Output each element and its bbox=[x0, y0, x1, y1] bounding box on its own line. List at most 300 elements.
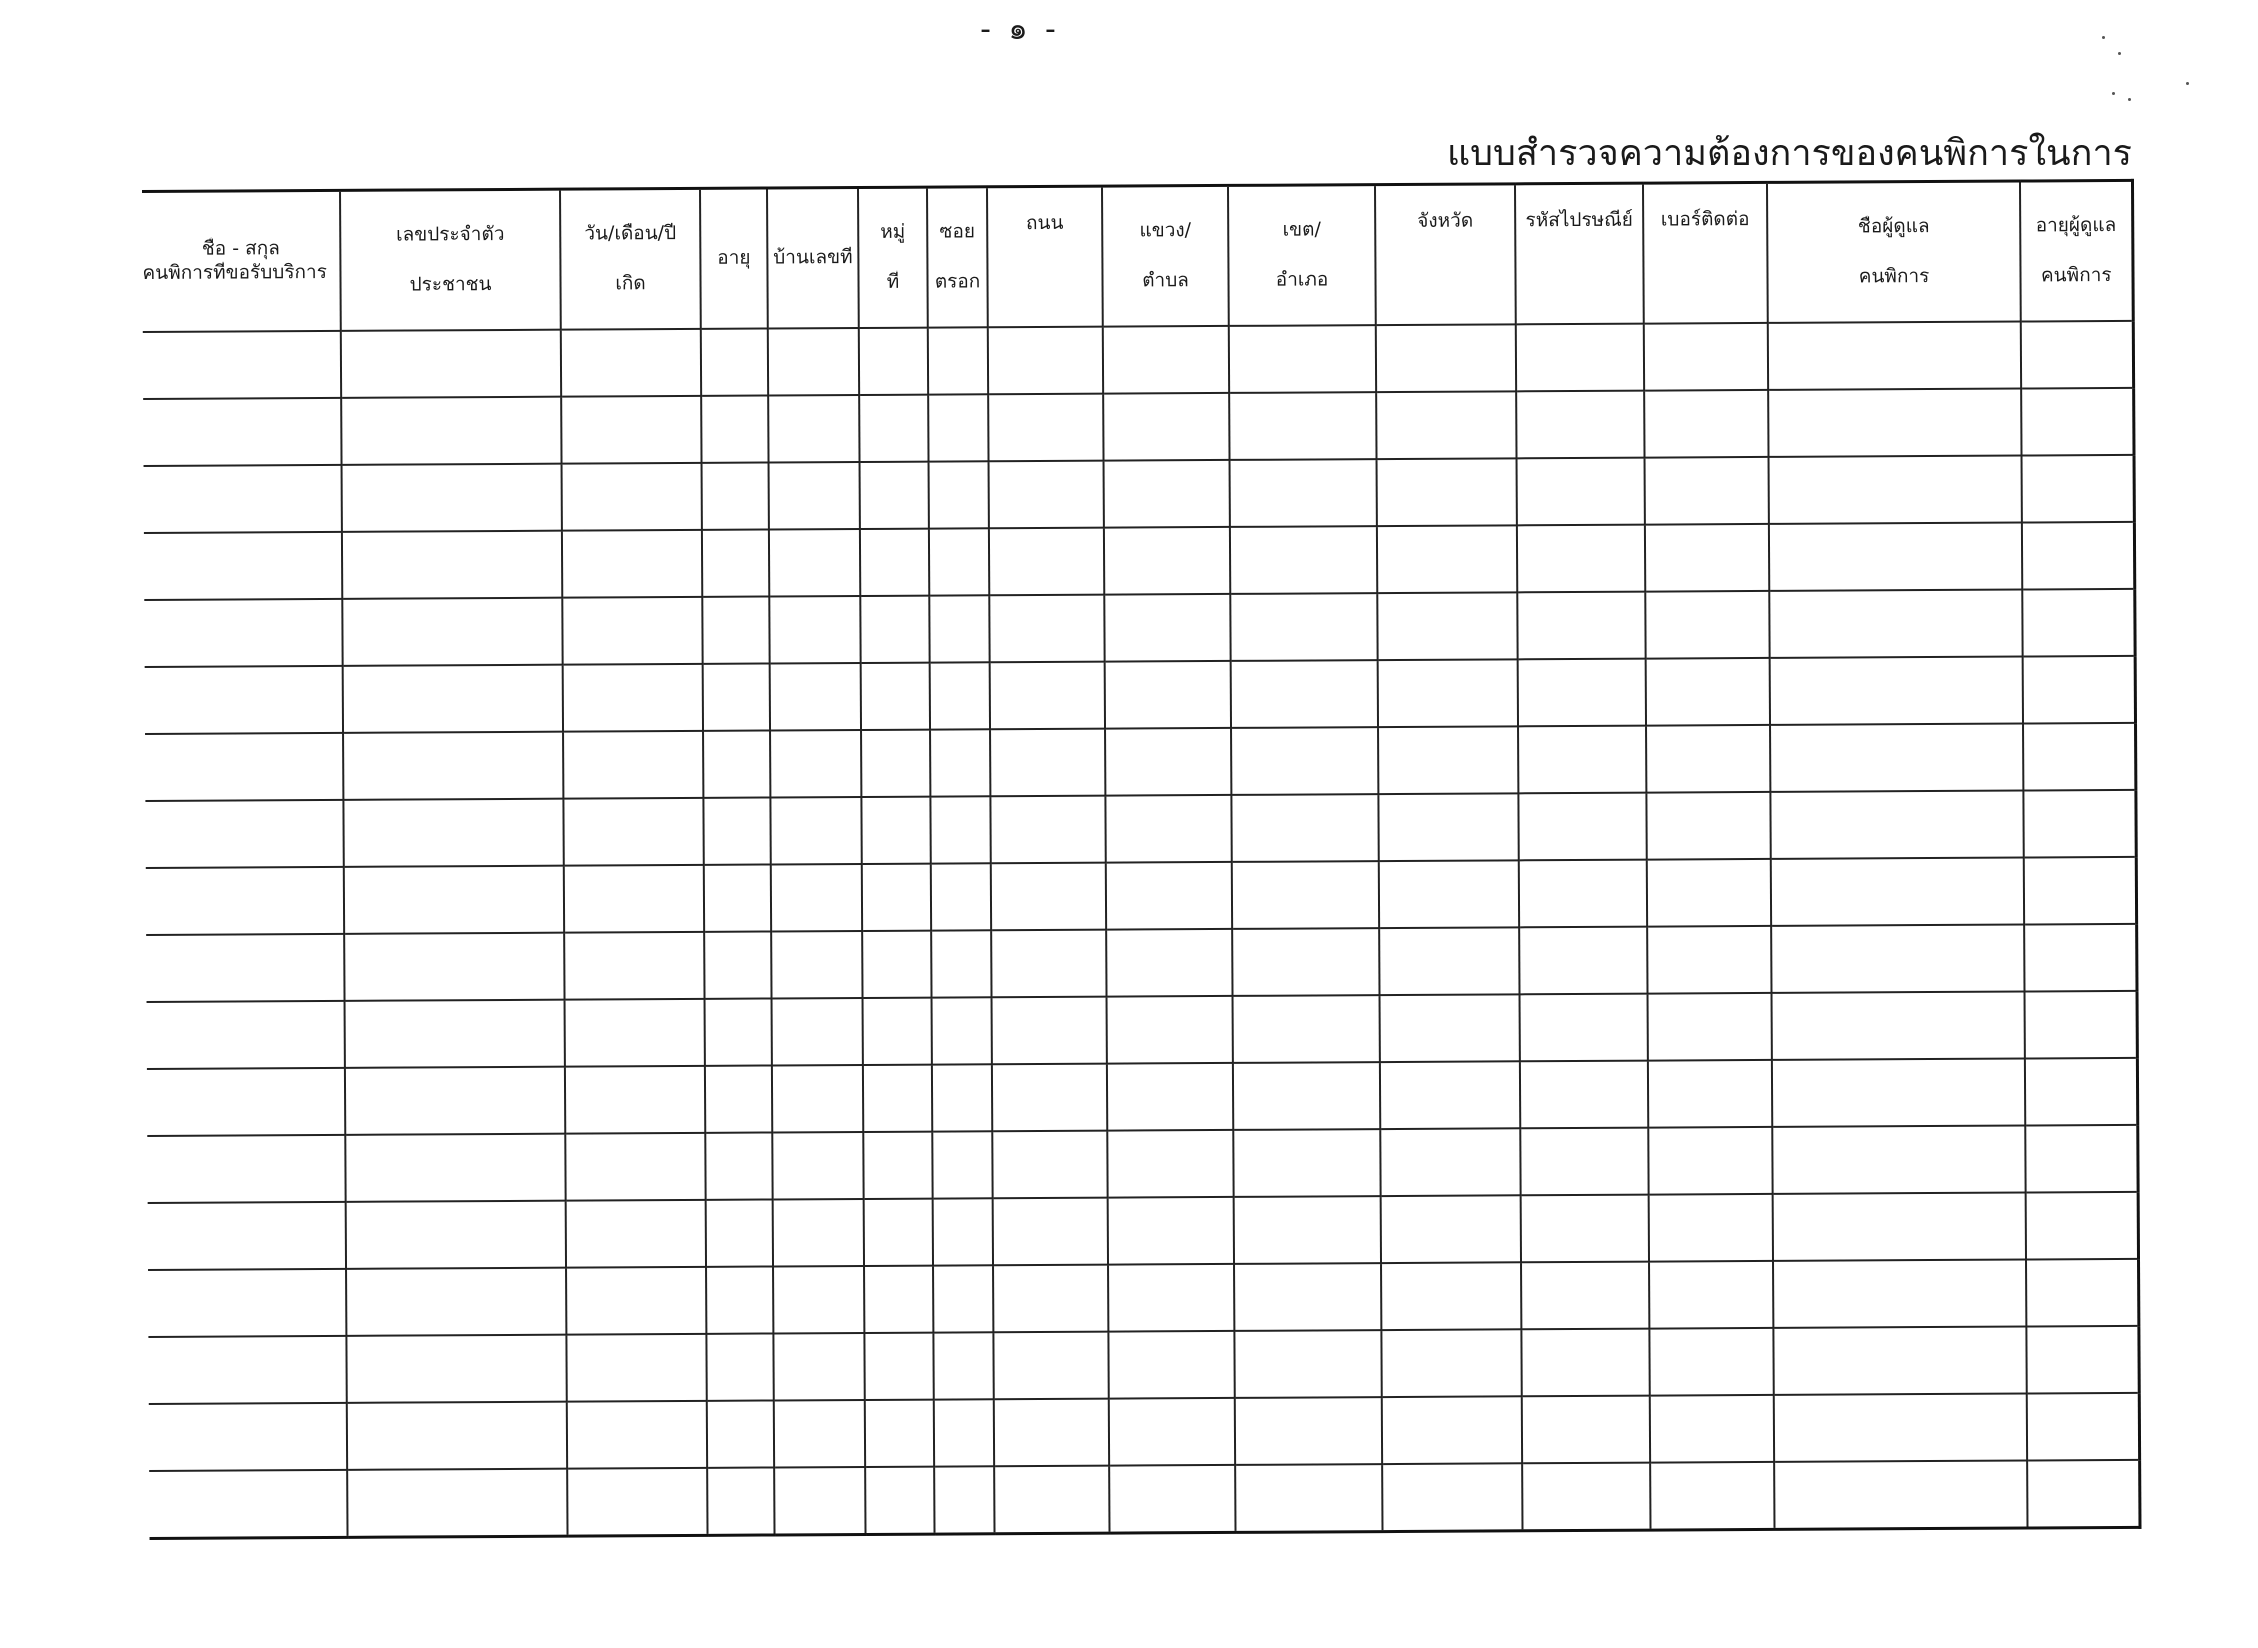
table-cell bbox=[343, 799, 563, 867]
table-cell bbox=[1232, 861, 1379, 929]
table-cell bbox=[1230, 593, 1377, 661]
table-cell bbox=[562, 597, 702, 665]
col-header-soi-line1: ซอย bbox=[939, 220, 976, 243]
table-cell bbox=[566, 1267, 706, 1335]
col-header-soi-line2: ตรอก bbox=[934, 270, 981, 293]
col-header-age-line1: อายุ bbox=[717, 246, 751, 269]
col-header-caregiver-age-line2: คนพิการ bbox=[2040, 264, 2112, 287]
table-cell bbox=[1517, 525, 1645, 593]
table-cell bbox=[2021, 388, 2133, 456]
table-cell bbox=[1771, 858, 2024, 926]
table-cell bbox=[994, 1466, 1109, 1534]
table-cell bbox=[929, 528, 989, 595]
table-cell bbox=[928, 394, 988, 461]
table-cell bbox=[2026, 1326, 2138, 1394]
table-cell bbox=[2027, 1393, 2139, 1461]
table-cell bbox=[860, 529, 929, 596]
table-cell bbox=[1108, 1264, 1234, 1332]
table-row bbox=[149, 1393, 2139, 1471]
table-cell bbox=[702, 530, 769, 597]
table-cell bbox=[561, 396, 701, 464]
table-cell bbox=[1381, 1329, 1521, 1397]
table-cell bbox=[865, 1467, 934, 1535]
table-cell bbox=[1521, 1195, 1649, 1263]
table-cell bbox=[566, 1200, 706, 1268]
table-row bbox=[145, 723, 2135, 801]
table-cell bbox=[703, 664, 770, 731]
table-cell bbox=[768, 328, 859, 396]
table-cell bbox=[1106, 862, 1232, 930]
table-cell bbox=[565, 1066, 705, 1134]
table-cell bbox=[1770, 791, 2023, 859]
table-cell bbox=[563, 664, 703, 732]
table-cell bbox=[703, 797, 770, 864]
table-cell bbox=[865, 1400, 934, 1467]
table-cell bbox=[859, 395, 928, 462]
table-row bbox=[144, 589, 2134, 667]
table-cell bbox=[147, 1001, 345, 1069]
table-cell bbox=[564, 932, 704, 1000]
col-header-caregiver-name-line2: คนพิการ bbox=[1858, 265, 1930, 288]
table-cell bbox=[2022, 522, 2134, 590]
table-cell bbox=[1104, 460, 1230, 528]
table-cell bbox=[2022, 589, 2134, 657]
table-cell bbox=[1645, 457, 1769, 525]
survey-table bbox=[142, 179, 2141, 1540]
table-cell bbox=[705, 1065, 772, 1132]
table-cell bbox=[2023, 723, 2135, 791]
table-cell bbox=[1231, 660, 1378, 728]
table-cell bbox=[705, 998, 772, 1065]
table-cell bbox=[567, 1401, 707, 1469]
table-cell bbox=[930, 662, 990, 729]
table-cell bbox=[1644, 390, 1768, 458]
table-cell bbox=[1379, 860, 1519, 928]
col-header-village-no-line2: ที่ bbox=[886, 270, 900, 293]
table-cell bbox=[1520, 1061, 1648, 1129]
table-cell bbox=[1234, 1330, 1381, 1398]
table-cell bbox=[701, 329, 768, 396]
table-cell bbox=[930, 729, 990, 796]
col-header-phone bbox=[1643, 182, 1768, 323]
table-cell bbox=[2022, 455, 2134, 523]
table-cell bbox=[932, 1064, 992, 1131]
scan-speck bbox=[2186, 82, 2189, 85]
table-cell bbox=[565, 999, 705, 1067]
table-cell bbox=[1519, 927, 1647, 995]
table-cell bbox=[863, 998, 932, 1065]
table-cell bbox=[1648, 1127, 1772, 1195]
table-cell bbox=[770, 663, 861, 731]
table-cell bbox=[861, 797, 930, 864]
table-cell bbox=[1770, 724, 2023, 792]
table-cell bbox=[144, 599, 342, 667]
table-cell bbox=[1108, 1331, 1234, 1399]
table-cell bbox=[1105, 795, 1231, 863]
table-cell bbox=[706, 1199, 773, 1266]
col-header-id-number-line1: เลขประจำตัว bbox=[395, 223, 505, 246]
table-cell bbox=[148, 1336, 346, 1404]
table-cell bbox=[931, 930, 991, 997]
table-cell bbox=[342, 464, 562, 532]
table-cell bbox=[347, 1469, 567, 1538]
col-header-district bbox=[1228, 185, 1376, 326]
table-cell bbox=[863, 1132, 932, 1199]
table-cell bbox=[989, 461, 1104, 529]
table-cell bbox=[1109, 1398, 1235, 1466]
table-cell bbox=[567, 1468, 707, 1536]
col-header-subdistrict-line1: แขวง/ bbox=[1139, 219, 1192, 242]
table-cell bbox=[1647, 926, 1771, 994]
table-cell bbox=[347, 1402, 567, 1470]
table-cell bbox=[1106, 929, 1232, 997]
table-cell bbox=[1230, 459, 1377, 527]
table-cell bbox=[149, 1403, 347, 1471]
col-header-subdistrict-line2: ตำบล bbox=[1142, 269, 1189, 292]
scan-speck bbox=[2118, 52, 2121, 55]
table-cell bbox=[771, 864, 862, 932]
page-number: - ๑ - bbox=[980, 12, 1060, 47]
table-cell bbox=[1104, 594, 1230, 662]
table-cell bbox=[994, 1399, 1109, 1467]
table-cell bbox=[1230, 526, 1377, 594]
table-cell bbox=[1646, 725, 1770, 793]
survey-table-wrap bbox=[142, 179, 2139, 1486]
table-cell bbox=[770, 797, 861, 865]
table-cell bbox=[563, 798, 703, 866]
table-cell bbox=[143, 331, 341, 399]
table-cell bbox=[1234, 1196, 1381, 1264]
table-cell bbox=[145, 733, 343, 801]
table-cell bbox=[772, 998, 863, 1066]
table-cell bbox=[1522, 1463, 1650, 1531]
col-header-house-number bbox=[767, 188, 859, 329]
table-cell bbox=[1103, 393, 1229, 461]
table-cell bbox=[1378, 659, 1518, 727]
table-cell bbox=[563, 731, 703, 799]
table-cell bbox=[1103, 326, 1229, 394]
table-row bbox=[145, 790, 2135, 868]
table-cell bbox=[1109, 1465, 1235, 1533]
col-header-name-line2: คนพิการที่ขอรับบริการ bbox=[142, 260, 327, 284]
table-cell bbox=[770, 730, 861, 798]
table-cell bbox=[564, 865, 704, 933]
table-cell bbox=[1518, 793, 1646, 861]
col-header-road bbox=[987, 186, 1103, 327]
table-cell bbox=[1105, 728, 1231, 796]
table-cell bbox=[147, 1135, 345, 1203]
table-cell bbox=[344, 866, 564, 934]
col-header-caregiver-age bbox=[2020, 180, 2133, 321]
table-cell bbox=[562, 463, 702, 531]
scan-speck bbox=[2128, 98, 2131, 101]
table-cell bbox=[346, 1335, 566, 1403]
table-cell bbox=[2024, 924, 2136, 992]
col-header-id-number bbox=[340, 189, 561, 331]
table-cell bbox=[992, 1064, 1107, 1132]
table-cell bbox=[1380, 1061, 1520, 1129]
table-cell bbox=[1376, 324, 1516, 392]
table-cell bbox=[1772, 1125, 2025, 1193]
table-cell bbox=[769, 462, 860, 530]
col-header-birth-date bbox=[560, 188, 701, 329]
table-cell bbox=[144, 465, 342, 533]
table-cell bbox=[934, 1399, 994, 1466]
table-row bbox=[149, 1460, 2139, 1539]
table-cell bbox=[991, 930, 1106, 998]
col-header-district-line2: อำเภอ bbox=[1275, 268, 1329, 291]
table-cell bbox=[2023, 656, 2135, 724]
table-cell bbox=[707, 1467, 774, 1535]
table-cell bbox=[148, 1269, 346, 1337]
table-cell bbox=[346, 1268, 566, 1336]
table-cell bbox=[992, 997, 1107, 1065]
table-cell bbox=[149, 1470, 347, 1539]
table-cell bbox=[345, 1000, 565, 1068]
col-header-phone-line1: เบอร์ติดต่อ bbox=[1660, 208, 1750, 231]
table-cell bbox=[146, 934, 344, 1002]
table-cell bbox=[928, 327, 988, 394]
table-cell bbox=[1517, 458, 1645, 526]
table-row bbox=[147, 991, 2137, 1069]
table-cell bbox=[345, 1067, 565, 1135]
table-cell bbox=[342, 598, 562, 666]
table-cell bbox=[702, 597, 769, 664]
table-cell bbox=[2025, 991, 2137, 1059]
table-cell bbox=[1518, 659, 1646, 727]
table-row bbox=[146, 857, 2136, 935]
table-cell bbox=[2027, 1460, 2139, 1528]
table-cell bbox=[861, 663, 930, 730]
table-cell bbox=[864, 1266, 933, 1333]
col-header-postal-code-line1: รหัสไปรษณีย์ bbox=[1525, 208, 1633, 232]
table-cell bbox=[774, 1467, 865, 1535]
table-cell bbox=[773, 1333, 864, 1401]
table-cell bbox=[1649, 1261, 1773, 1329]
col-header-name bbox=[142, 190, 341, 332]
table-cell bbox=[772, 1065, 863, 1133]
table-cell bbox=[1381, 1195, 1521, 1263]
table-cell bbox=[1377, 592, 1517, 660]
table-cell bbox=[1516, 324, 1644, 392]
table-cell bbox=[701, 396, 768, 463]
table-cell bbox=[930, 796, 990, 863]
table-cell bbox=[859, 328, 928, 395]
table-cell bbox=[1382, 1396, 1522, 1464]
table-cell bbox=[702, 463, 769, 530]
table-cell bbox=[934, 1466, 994, 1534]
table-cell bbox=[2023, 790, 2135, 858]
table-cell bbox=[774, 1400, 865, 1468]
scan-speck bbox=[2102, 36, 2105, 39]
table-cell bbox=[1108, 1197, 1234, 1265]
table-cell bbox=[2026, 1259, 2138, 1327]
table-cell bbox=[342, 531, 562, 599]
table-row bbox=[144, 455, 2134, 533]
table-cell bbox=[768, 395, 859, 463]
table-cell bbox=[1233, 995, 1380, 1063]
table-cell bbox=[1773, 1326, 2026, 1394]
table-cell bbox=[929, 595, 989, 662]
table-cell bbox=[148, 1202, 346, 1270]
col-header-birth-date-line2: เกิด bbox=[615, 272, 646, 295]
table-cell bbox=[706, 1266, 773, 1333]
survey-table-body bbox=[143, 321, 2140, 1539]
table-cell bbox=[147, 1068, 345, 1136]
table-cell bbox=[706, 1333, 773, 1400]
table-cell bbox=[1378, 793, 1518, 861]
col-header-district-line1: เขต/ bbox=[1282, 218, 1321, 241]
table-cell bbox=[2026, 1192, 2138, 1260]
table-cell bbox=[344, 933, 564, 1001]
table-cell bbox=[1645, 524, 1769, 592]
col-header-village-no bbox=[858, 187, 928, 328]
table-cell bbox=[991, 863, 1106, 931]
table-cell bbox=[1646, 792, 1770, 860]
col-header-caregiver-name bbox=[1767, 181, 2021, 323]
table-cell bbox=[341, 330, 561, 398]
col-header-caregiver-age-line1: อายุผู้ดูแล bbox=[2035, 214, 2117, 237]
table-cell bbox=[988, 327, 1103, 395]
table-cell bbox=[1519, 860, 1647, 928]
table-cell bbox=[1769, 590, 2022, 658]
table-cell bbox=[1233, 1062, 1380, 1130]
table-cell bbox=[932, 997, 992, 1064]
table-cell bbox=[1107, 1130, 1233, 1198]
table-cell bbox=[707, 1400, 774, 1467]
table-cell bbox=[1774, 1393, 2027, 1461]
col-header-caregiver-name-line1: ชื่อผู้ดูแล bbox=[1857, 215, 1930, 238]
form-title: แบบสำรวจความต้องการของคนพิการในการ bbox=[1446, 133, 2132, 174]
table-cell bbox=[1234, 1263, 1381, 1331]
table-cell bbox=[1649, 1194, 1773, 1262]
table-cell bbox=[864, 1333, 933, 1400]
scan-speck bbox=[2112, 92, 2115, 95]
table-cell bbox=[1645, 591, 1769, 659]
table-cell bbox=[703, 731, 770, 798]
table-cell bbox=[343, 732, 563, 800]
table-cell bbox=[990, 729, 1105, 797]
table-row bbox=[144, 522, 2134, 600]
table-cell bbox=[1229, 392, 1376, 460]
table-cell bbox=[1773, 1192, 2026, 1260]
table-cell bbox=[989, 528, 1104, 596]
table-cell bbox=[988, 394, 1103, 462]
table-cell bbox=[1231, 794, 1378, 862]
table-cell bbox=[1648, 1060, 1772, 1128]
col-header-province-line1: จังหวัด bbox=[1417, 209, 1474, 232]
table-cell bbox=[1382, 1463, 1522, 1531]
table-row bbox=[148, 1259, 2138, 1337]
table-cell bbox=[993, 1265, 1108, 1333]
table-cell bbox=[341, 397, 561, 465]
table-cell bbox=[1229, 325, 1376, 393]
table-cell bbox=[860, 596, 929, 663]
table-cell bbox=[1233, 1129, 1380, 1197]
table-cell bbox=[863, 1065, 932, 1132]
table-cell bbox=[1380, 1128, 1520, 1196]
table-cell bbox=[1380, 994, 1520, 1062]
table-cell bbox=[2025, 1125, 2137, 1193]
table-cell bbox=[933, 1265, 993, 1332]
table-cell bbox=[860, 462, 929, 529]
table-cell bbox=[561, 329, 701, 397]
table-cell bbox=[1647, 859, 1771, 927]
table-cell bbox=[929, 461, 989, 528]
table-cell bbox=[565, 1133, 705, 1201]
table-cell bbox=[864, 1199, 933, 1266]
table-cell bbox=[1768, 389, 2021, 457]
table-cell bbox=[1378, 726, 1518, 794]
table-cell bbox=[989, 595, 1104, 663]
col-header-name-line1: ชื่อ - สกุล bbox=[201, 237, 280, 260]
col-header-road-line1: ถนน bbox=[1025, 211, 1064, 235]
table-row bbox=[148, 1326, 2138, 1404]
table-cell bbox=[1232, 928, 1379, 996]
table-row bbox=[148, 1192, 2138, 1270]
table-cell bbox=[145, 666, 343, 734]
table-cell bbox=[932, 1131, 992, 1198]
col-header-name-line2-wrap bbox=[142, 261, 339, 286]
table-cell bbox=[1377, 458, 1517, 526]
table-cell bbox=[1772, 991, 2025, 1059]
table-cell bbox=[1771, 924, 2024, 992]
table-row bbox=[147, 1125, 2137, 1203]
table-cell bbox=[992, 1131, 1107, 1199]
table-cell bbox=[773, 1199, 864, 1267]
table-cell bbox=[1520, 994, 1648, 1062]
table-cell bbox=[1517, 592, 1645, 660]
col-header-soi bbox=[927, 187, 988, 328]
col-header-village-no-line1: หมู่ bbox=[880, 220, 906, 244]
table-cell bbox=[1770, 657, 2023, 725]
table-cell bbox=[993, 1332, 1108, 1400]
table-cell bbox=[345, 1134, 565, 1202]
col-header-postal-code bbox=[1515, 183, 1644, 324]
table-cell bbox=[1381, 1262, 1521, 1330]
header-row bbox=[142, 180, 2133, 332]
table-cell bbox=[1518, 726, 1646, 794]
table-cell bbox=[143, 398, 341, 466]
table-cell bbox=[773, 1266, 864, 1334]
table-cell bbox=[1772, 1058, 2025, 1126]
col-header-subdistrict bbox=[1102, 185, 1229, 326]
table-cell bbox=[769, 529, 860, 597]
table-cell bbox=[1648, 993, 1772, 1061]
table-cell bbox=[566, 1334, 706, 1402]
table-cell bbox=[1107, 996, 1233, 1064]
table-cell bbox=[704, 864, 771, 931]
table-row bbox=[143, 321, 2133, 399]
table-cell bbox=[705, 1132, 772, 1199]
table-cell bbox=[1520, 1128, 1648, 1196]
table-cell bbox=[1376, 391, 1516, 459]
table-cell bbox=[1768, 322, 2021, 390]
table-cell bbox=[1235, 1397, 1382, 1465]
table-cell bbox=[1650, 1395, 1774, 1463]
table-row bbox=[145, 656, 2135, 734]
table-cell bbox=[861, 730, 930, 797]
table-cell bbox=[1646, 658, 1770, 726]
table-cell bbox=[862, 931, 931, 998]
table-cell bbox=[1650, 1462, 1774, 1530]
table-row bbox=[143, 388, 2133, 466]
table-cell bbox=[144, 532, 342, 600]
table-cell bbox=[1521, 1262, 1649, 1330]
table-row bbox=[146, 924, 2136, 1002]
table-cell bbox=[2025, 1058, 2137, 1126]
table-cell bbox=[704, 931, 771, 998]
